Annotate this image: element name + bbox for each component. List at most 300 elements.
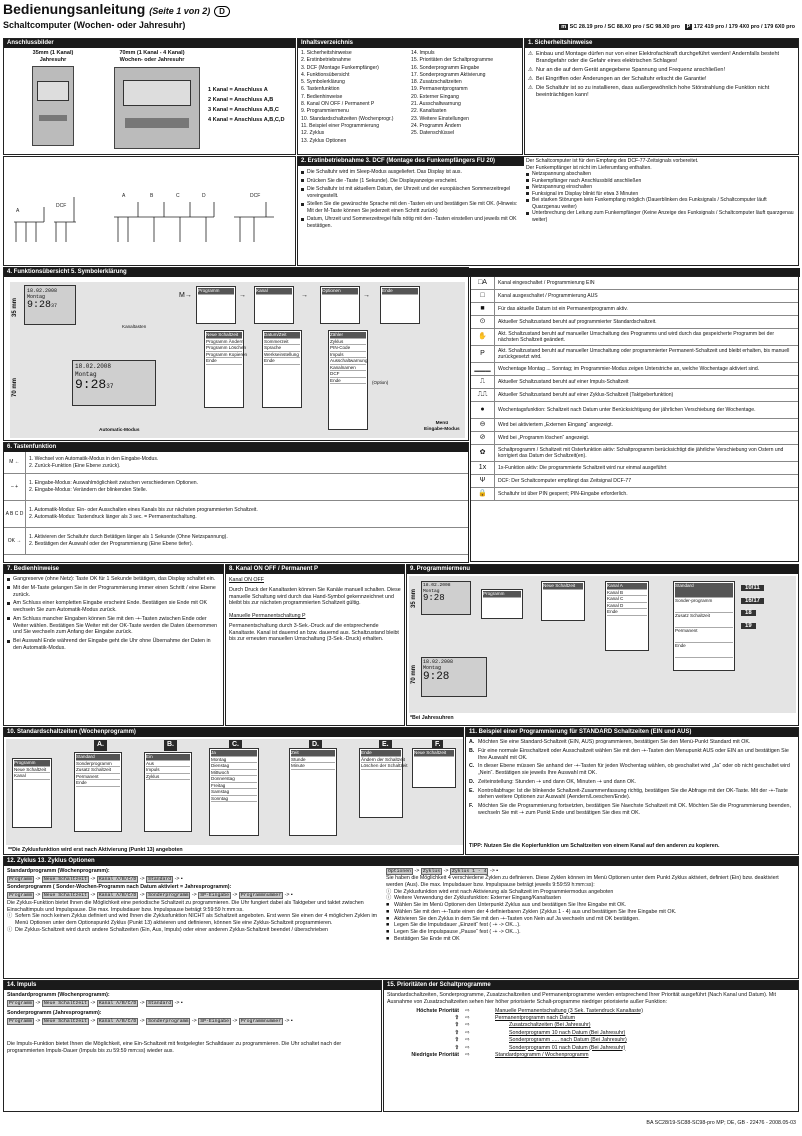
toc-item: 19. Permanentprogramm — [411, 86, 468, 93]
symbol-text: Aktueller Schaltzustand beruht auf programmierter Standardschaltzeit. — [498, 318, 657, 325]
toc-item: 16. Sonderprogramm Eingabe — [411, 64, 480, 71]
path-step: Programmnummer — [240, 1018, 282, 1024]
prio-arrow: ⇨ — [465, 1022, 470, 1029]
std-item: Standard — [76, 754, 120, 761]
symbol-row — [471, 475, 798, 488]
symbol-row — [471, 277, 798, 290]
info-icon: ⓘ — [7, 913, 13, 920]
std-item: Sonntag — [211, 796, 257, 803]
prio-arrow: ⇨ — [465, 1051, 470, 1058]
path-step: Sonderprogramm — [148, 1018, 189, 1024]
prio-list — [387, 1008, 795, 1060]
key-row — [4, 474, 468, 501]
impuls-std-path — [7, 1000, 378, 1007]
page-footer: BA SC28/19-SC88-SC98-pro MP; DE, GB - 22476 - 2008.05-03 — [646, 1120, 796, 1126]
zyklus-opt-text: Legen Sie die Impulspause „Pause“ fest ( -+ -> OK...). — [394, 929, 521, 936]
step-letter: F. — [432, 740, 443, 751]
zyklus-opt-item — [386, 929, 796, 936]
path-arrow: -> — [138, 999, 147, 1006]
submenu-item: Neue Schaltzeit — [206, 332, 242, 339]
symbol-icon: 1x — [471, 462, 495, 474]
col2-sub: Wochen- oder Jahresuhr — [119, 56, 185, 63]
zyklus-notes — [7, 913, 383, 933]
key-line: 1. Eingabe-Modus: Auswahlmöglichkeit zwischen verschiedenen Optionen. — [29, 480, 199, 487]
zyklus-son-label: Sonderprogramm ( Sonder-Wochen-Programm nach Datum aktiviert = Jahresprogramm): — [7, 883, 232, 890]
device-70mm-image — [114, 67, 200, 149]
svg-text:B: B — [150, 193, 154, 199]
beispiel-item — [469, 803, 795, 817]
models-b: 172 419 pro / 179 4X0 pro / 179 6X0 pro — [693, 24, 795, 30]
path-arrow: -> — [34, 875, 42, 882]
key-desc — [26, 455, 161, 470]
toc-item: 25. Datenschlüssel — [411, 130, 455, 137]
symbol-text: Akt. Schaltzustand beruht auf manueller Umschaltung oder programmierter Permanent-Schaltzeit und bleibt erhalten, bis manuell zurückgesetzt wird. — [498, 347, 790, 360]
key-line: 1. Automatik-Modus: Ein- oder Ausschalten eines Kanals bis zur nächsten programmierten Schaltzeit. — [29, 507, 258, 514]
kanalon-p2: Permanentschaltung durch 3-Sek.-Druck auf die entsprechende Kanaltaste. Kanal ist dauernd an bzw. dauernd aus. Schaltzustand bleibt bis zur erneuten manuellen Umschaltung (3-Sek.-Druck) erhalten. — [229, 622, 399, 643]
channel-2: 2 Kanal = Anschluss A,B — [208, 97, 274, 103]
prio-left: ⇧ — [454, 1044, 459, 1051]
pm-kanal-item: Kanal D — [607, 603, 647, 610]
pm-lcd-date: 18.02.2008 — [423, 583, 451, 588]
std-item: Ja — [211, 750, 257, 757]
prio-left: ⇧ — [454, 1014, 459, 1021]
path-step: Optionen — [388, 869, 412, 874]
std-item: Programm — [14, 760, 50, 767]
submenu-item: Kanalnamen — [330, 365, 366, 372]
bedien-header: 7. Bedienhinweise — [4, 565, 223, 574]
lcd-70mm — [72, 360, 156, 406]
safety-item — [528, 76, 796, 83]
kanalon-sub1: Kanal ON OFF — [229, 577, 265, 583]
symbol-text: Wochentagsfunktion: Schaltzeit nach Datum unter Berücksichtigung der jährlichen Verschiebung der Wochentage. — [498, 406, 756, 413]
warning-icon: ⚠ — [528, 76, 533, 83]
key-desc — [26, 479, 201, 494]
std-item: Aus — [146, 761, 190, 768]
warning-icon: ⚠ — [528, 67, 533, 74]
progmenu-header: 9. Programmiermenu — [407, 565, 798, 574]
symbol-row — [471, 376, 798, 389]
menu-optionen-title: Optionen — [322, 288, 358, 295]
pm-kanal-item: Kanal C — [607, 596, 647, 603]
toc-item: 18. Zusatzschaltzeiten — [411, 79, 462, 86]
path-step: Neue Schaltzeit — [43, 892, 88, 898]
inhalt-header: Inhaltsverzeichnis — [298, 39, 522, 48]
submenu-item: Ende — [264, 358, 300, 365]
key-row — [4, 501, 468, 528]
dcf-item: Funkempfänger nach Anschlussbild anschließen — [526, 178, 796, 185]
std-item: Ende — [76, 780, 120, 787]
prio-header: 15. Prioritäten der Schaltprogramme — [384, 981, 798, 990]
bullet-icon: ■ — [386, 922, 390, 929]
safety-text: Die Schaltuhr ist so zu installieren, dass außergewöhnlich hohe Störstrahlung die Funktion nicht beeinträchtigen kann! — [536, 85, 770, 99]
beispiel-list — [466, 737, 798, 821]
step-letter: A. — [94, 740, 107, 751]
bedien-list — [4, 574, 223, 656]
svg-text:A: A — [16, 208, 20, 214]
submenu-programm — [204, 330, 248, 408]
standard-section — [3, 727, 464, 855]
symbol-icon: ⎍ — [471, 376, 495, 388]
key-line: 1. Aktivieren der Schaltuhr durch Betätigen länger als 1 Sekunde (Ohne Netzspannung). — [29, 534, 228, 541]
lcd-date: 18.02.2008 — [27, 288, 58, 294]
path-arrow: -> ▪ — [283, 891, 293, 898]
svg-text:DCF: DCF — [250, 193, 261, 199]
kanalon-sub2: Manuelle Permanentschaltung P — [229, 613, 306, 620]
symbol-table — [470, 276, 799, 562]
impuls-son-path — [7, 1018, 378, 1025]
submenu-item: Impuls — [330, 352, 366, 359]
pm-lcd70-day: Montag — [423, 665, 442, 672]
beispiel-text: Kontrollabfrage: Ist die blinkende Schaltzeit-Zusammenfassung richtig, bestätigen Sie die Abfrage mit der OK-Taste. Mit der -+-Taste stehen weitere Optionen zur Auswahl (Aendern/Loeschen/Ende). — [478, 787, 788, 801]
path-arrow: -> — [442, 868, 450, 874]
warning-icon: ⚠ — [528, 51, 533, 57]
bullet-icon: ⓘ — [386, 895, 392, 902]
channel-list — [208, 85, 285, 125]
toc-item: 13. Zyklus Optionen — [301, 137, 347, 144]
path-arrow: -> — [34, 891, 42, 898]
pm-num-tag: 18 — [741, 610, 756, 616]
safety-item — [528, 85, 796, 99]
title-text: Bedienungsanleitung — [3, 1, 146, 17]
prio-text: Sonderprogramm ..... nach Datum (Bei Jahresuhr) — [509, 1037, 627, 1044]
symbol-text: Akt. Schaltzustand beruht auf manueller Umschaltung des Programms und wird durch das gespeicherte Programm bei der nächsten Schaltzeit geändert. — [498, 330, 775, 343]
bedien-item: Mit der M-Taste gelangen Sie in der Programmierung immer einen Schritt / eine Ebene zurück. — [7, 585, 220, 599]
submenu-item: Datum/Zeit — [264, 332, 300, 339]
prio-left: ⇧ — [454, 1029, 459, 1036]
page-subtitle: Schaltcomputer (Wochen- oder Jahresuhr) — [3, 20, 186, 30]
inhalt-col1 — [301, 50, 409, 145]
prio-text: Permanentprogramm nach Datum — [495, 1014, 576, 1021]
toc-item: 3. DCF (Montage Funkempfänger) — [301, 64, 379, 71]
pm-menu-neue — [541, 581, 585, 621]
submenu-item: Programm Löschen — [206, 345, 247, 350]
symbol-icon: Ψ — [471, 475, 495, 487]
prio-arrow: ⇨ — [465, 1044, 470, 1051]
funktion-section — [3, 267, 469, 441]
anschluss-header: Anschlussbilder — [4, 39, 295, 48]
submenu-item: Werkseinstellung — [264, 351, 299, 357]
col1-title: 35mm (1 Kanal) — [32, 50, 74, 56]
submenu-optionen — [328, 330, 368, 430]
prio-arrow: ⇨ — [465, 1037, 470, 1044]
pm-nums — [741, 585, 793, 635]
zyklus-opt-item — [386, 902, 796, 909]
safety-text: Nur an die auf dem Gerät angegebene Spannung und Frequenz anschließen! — [536, 67, 725, 74]
kanaltasten-label: Kanaltasten — [122, 324, 147, 329]
submenu-item: Sommerzeit — [264, 339, 300, 346]
symbol-text: Schaltuhr ist über PIN gesperrt; PIN-Eingabe erforderlich. — [498, 490, 628, 497]
safety-text: Bei Eingriffen oder Änderungen an der Schaltuhr erlischt die Garantie! — [536, 76, 707, 83]
prio-left: Niedrigste Priorität — [411, 1051, 459, 1058]
path-arrow: -> — [231, 891, 239, 898]
symbol-text: Kanal ausgeschaltet / Programmierung AUS — [498, 292, 598, 299]
tasten-header: 6. Tastenfunktion — [4, 443, 468, 452]
beispiel-text: Möchten Sie eine Standard-Schaltzeit (EIN, AUS) programmieren, bestätigen Sie den Menü-Punkt Standard mit OK. — [478, 739, 751, 745]
pm-std-item: Permanent — [675, 628, 733, 643]
pm-std-item: Sonder-programm — [675, 598, 733, 613]
prio-row — [387, 1022, 795, 1029]
sicherheit-list — [528, 51, 796, 101]
menu-programm-title: Programm — [198, 288, 234, 295]
symbol-icon: ■ — [471, 303, 495, 315]
key-line: 1. Wechsel von Automatik-Modus in den Eingabe-Modus. — [29, 455, 159, 462]
submenu-item: Zähler — [330, 332, 366, 339]
pm-neue-schaltzeit: Neue Schaltzeit — [543, 583, 583, 590]
bullet-icon: ⓘ — [386, 888, 392, 895]
kanalon-body — [226, 574, 404, 646]
terminal-diagram — [3, 156, 296, 266]
beispiel-letter: B. — [469, 747, 475, 754]
toc-item: 9. Programmiermenu — [301, 108, 349, 115]
symbol-icon: ⎍⎍ — [471, 389, 495, 401]
menu-optionen — [320, 286, 360, 324]
size-35-label: 35 mm — [12, 298, 18, 318]
path-arrow: -> ▪ — [488, 868, 499, 874]
pm-programm: Programm — [483, 591, 521, 598]
arrow-2: → — [301, 292, 308, 299]
inhalt-section — [297, 38, 523, 155]
beispiel-item — [469, 788, 795, 802]
pm-num — [741, 623, 793, 631]
symbol-text: Aktueller Schaltzustand beruht auf einer Zyklus-Schaltzeit (Taktgeberfunktion) — [498, 391, 674, 398]
zyklus-note — [7, 913, 383, 927]
step-letter: C. — [229, 740, 242, 751]
symbol-row — [471, 346, 798, 363]
key-line: 2. Bestätigen der Auswahl oder der Programmierung (Eine Ebene tiefer). — [29, 541, 193, 547]
pm-std-item: Standard — [675, 583, 733, 598]
submenu-item: Ende — [206, 358, 242, 365]
arrow-1: → — [239, 292, 246, 299]
channel-4: 4 Kanal = Anschluss A,B,C,D — [208, 117, 285, 123]
pm-kanal-item: Kanal A — [607, 583, 647, 590]
symbol-icon: 🔒 — [471, 488, 495, 500]
zyklus-opt-text: Bestätigen Sie Ende mit OK — [394, 936, 460, 943]
std-item: Ende — [361, 750, 401, 757]
std-note: **Die Zyklusfunktion wird erst nach Aktivierung (Punkt 13) angeboten — [8, 847, 183, 853]
path-arrow: -> — [34, 1017, 42, 1024]
pm-lcd-70 — [421, 657, 487, 697]
menu-ende-title: Ende — [382, 288, 418, 295]
bullet-icon: ■ — [386, 936, 390, 943]
bullet-icon: ■ — [386, 902, 390, 909]
toc-item: 15. Prioritäten der Schaltprogramme — [411, 57, 494, 64]
erst-header: 2. Erstinbetriebnahme 3. DCF (Montage des Funkempfängers FU 20) — [298, 157, 524, 166]
erst-item: Die Schaltuhr ist mit aktuellem Datum, der Uhrzeit und der europäischen Sommerzeitregel voreingestellt. — [301, 186, 523, 199]
toc-item: 20. Externer Eingang — [411, 93, 459, 100]
submenu-item: Ausschaltwarnung — [330, 358, 368, 363]
erst-item: Drücken Sie die -Taste (1 Sekunde). Die Displayanzeige erscheint. — [301, 178, 523, 185]
pm-lcd70-date: 18.02.2008 — [423, 659, 454, 665]
toc-item: 17. Sonderprogramm Aktivierung — [411, 71, 486, 78]
pm-num — [741, 610, 793, 618]
zyklus-opt-item — [386, 909, 796, 916]
pm-menu-standard — [673, 581, 735, 671]
path-arrow: -> — [190, 891, 199, 898]
menu-kanal-title: Kanal — [256, 288, 292, 295]
dcf-item: Netzspannung einschalten — [526, 184, 796, 191]
zyklus-right — [386, 868, 796, 943]
svg-text:DCF: DCF — [56, 203, 67, 209]
path-arrow: -> — [34, 999, 42, 1006]
pm-num-tag: 10/11 — [741, 585, 764, 591]
std-item: Sonderprogramm — [76, 761, 120, 768]
impuls-section — [3, 980, 382, 1112]
path-step: Standard — [148, 1000, 172, 1006]
prio-text: Sonderprogramm 01 nach Datum (Bei Jahresuhr) — [509, 1044, 626, 1051]
menu-kanal — [254, 286, 294, 324]
path-step: Programm — [9, 876, 33, 882]
erst-item: Die Schaltuhr wird im Sleep-Modus ausgeliefert. Das Display ist aus. — [301, 169, 523, 176]
std-item: Mittwoch — [211, 770, 257, 777]
prio-p: Standardschaltzeiten, Sonderprogramme, Zusatzschaltzeiten und Permanentprogramme werden entsprechend Ihrer Priorität ausgeführt (Nach Kanal und Datum). Mit Ausnahme von Zusatzschaltzeiten sehen hier höher priorisierte Schalt-programme niedriger priorisierte außer Funktion: — [387, 992, 776, 1005]
size-70-label: 70 mm — [12, 378, 18, 398]
safety-item — [528, 67, 796, 74]
path-arrow: -> — [89, 891, 97, 898]
kanalon-section — [225, 564, 405, 726]
toc-item: 5. Symbolerklärung — [301, 79, 345, 86]
col1-sub: Jahresuhr — [39, 56, 67, 63]
path-step: Neue Schaltzeit — [43, 1018, 88, 1024]
submenu-item: Programm Ändern — [206, 338, 244, 344]
toc-item: 24. Programm Ändern — [411, 122, 462, 129]
zyklus-header: 12. Zyklus 13. Zyklus Optionen — [4, 857, 798, 866]
dcf-intro — [526, 158, 796, 223]
std-item: Permanent — [76, 774, 120, 781]
key-icon: – + — [4, 474, 26, 500]
prio-row — [387, 1037, 795, 1044]
pm-num-tag: 16/17 — [741, 598, 764, 604]
beispiel-text: Für eine normale Einschaltzeit oder Ausschaltzeit wählen Sie mit den -+-Tasten den Menupunkt AUS oder EIN an und bestätigen Sie Ihre Auswahl mit OK. — [478, 747, 789, 761]
std-item: Ein — [146, 754, 190, 761]
path-step: Programm — [9, 1000, 33, 1006]
lang-badge: D — [214, 6, 230, 17]
path-arrow: -> — [138, 1017, 147, 1024]
toc-item: 1. Sicherheitshinweise — [301, 50, 352, 56]
key-line: 2. Eingabe-Modus: Verändern der blinkenden Stelle. — [29, 487, 148, 493]
zyklus-opt-text: Aktivieren Sie den Zyklus in dem Sie mit den -+-Tasten von Nein auf Ja wechseln und mit OK bestätigen. — [394, 915, 640, 922]
toc-item: 8. Kanal ON OFF / Permanent P — [301, 101, 375, 108]
path-step: Programm — [9, 892, 33, 898]
std-item: Montag — [211, 757, 257, 764]
zyklus-opt-item — [386, 922, 796, 929]
anschluss-col1 — [18, 50, 88, 64]
prio-row — [387, 1030, 795, 1037]
path-step: Kanal A/B/C/D — [98, 1000, 137, 1006]
path-arrow: -> ▪ — [283, 1017, 293, 1024]
toc-item: 7. Bedienhinweise — [301, 93, 343, 100]
std-col-f — [412, 748, 456, 788]
symbol-text: Schaltprogramm / Schaltzeit mit Osterfunktion aktiv: Schaltprogramm berücksichtigt die jährliche Verschiebung von Ostern und korrigiert das Datum der Schaltzeit(en). — [498, 446, 784, 459]
beispiel-item — [469, 763, 795, 777]
zyklus-son-path — [7, 892, 383, 899]
path-step: SP-Eingabe — [200, 892, 229, 898]
symbol-text: DCF: Der Schaltcomputer empfängt das Zeitsignal DCF-77 — [498, 477, 632, 484]
symbol-row — [471, 290, 798, 303]
symbol-icon: □ — [471, 290, 495, 302]
prio-arrow: ⇨ — [465, 1029, 470, 1036]
svg-text:A: A — [122, 193, 126, 199]
symbol-text: Für das aktuelle Datum ist ein Permanentprogramm aktiv. — [498, 305, 628, 312]
svg-text:C: C — [176, 193, 180, 199]
symbol-text: Wird bei aktiviertem „Externen Eingang“ angezeigt. — [498, 421, 613, 428]
toc-item: 23. Weitere Einstellungen — [411, 115, 469, 122]
std-item: Dienstag — [211, 763, 257, 770]
std-item: Donnerstag — [211, 776, 257, 783]
zyklus-note-text: Die Zyklus-Schaltzeit wird durch andere Schaltzeiten (Ein, Aus, Impuls) oder einer anderen Zyklus-Schaltzeit beendet / überschrieben — [15, 926, 328, 933]
zyklus-section — [3, 856, 799, 979]
device-35mm-image — [32, 66, 74, 146]
key-icon: M ← — [4, 452, 26, 473]
toc-item: 6. Tastenfunktion — [301, 86, 340, 93]
lcd-35mm — [24, 285, 76, 325]
std-col-a — [74, 752, 122, 832]
path-arrow: -> — [190, 1017, 199, 1024]
pm-kanal-item: Kanal B — [607, 590, 647, 597]
lcd70-time: 9:28 — [75, 377, 107, 392]
symbol-text: Wird bei „Programm löschen“ angezeigt. — [498, 434, 590, 441]
lcd70-date: 18.02.2008 — [75, 363, 112, 370]
symbol-icon: P — [471, 346, 495, 362]
pm-num — [741, 585, 793, 593]
zyklus-opt-p: Sie haben die Möglichkeit 4 verschiedene Zyklen zu definieren. Diese Zyklen können im Menü Optionen unter dem Punkt Zyklus aktiviert, definiert (Ein) bzw. deaktiviert werden (Aus). Die max. Impulsdauer bzw. Impulspause beträgt jeweils 9:59:59 h:mm:ss): — [386, 875, 779, 888]
submenu-zeit — [262, 330, 302, 408]
toc-item: 14. Impuls — [411, 50, 435, 56]
symbol-text: 1x-Funktion aktiv: Die programmierte Schaltzeit wird nur einmal ausgeführt — [498, 464, 667, 471]
symbol-row — [471, 432, 798, 445]
impuls-header: 14. Impuls — [4, 981, 381, 990]
path-arrow: -> — [413, 868, 421, 874]
progmenu-section — [406, 564, 799, 726]
path-arrow: -> — [138, 891, 147, 898]
zyklus-opt-text: Die Zyklusfunktion wird erst nach Aktivierung als Schaltzeit im Programmiermodus angeboten — [394, 888, 614, 895]
terminal-wiring-svg — [4, 157, 295, 265]
std-item: Löschen der Schaltzeit — [361, 763, 408, 768]
std-item: Neue Schaltzeit — [14, 767, 50, 774]
auto-mode-label: Automatic-Modus — [99, 428, 140, 433]
safety-text: Einbau und Montage dürfen nur von einer Elektrofachkraft durchgeführt werden! Andernfalls besteht Brandgefahr oder die Gefahr eines elektrischen Schlages! — [536, 51, 780, 65]
zyklus-opt-path — [386, 868, 796, 875]
menu-ende — [380, 286, 420, 324]
path-arrow: -> — [231, 1017, 239, 1024]
erst-item: Datum, Uhrzeit und Sommerzeitregel falls nötig mit den -Tasten einstellen und jeweils mit OK bestätigen. — [301, 216, 523, 229]
key-line: 2. Automatik-Modus: Tastendruck länger als 3 sec. = Permanentschaltung. — [29, 514, 197, 520]
path-step: Neue Schaltzeit — [43, 876, 88, 882]
warning-icon: ⚠ — [528, 85, 533, 92]
impuls-p: Die Impuls-Funktion bietet Ihnen die Möglichkeit, eine Ein-Schaltzeit mit festgelegter Schaltdauer zu programmieren. Die Uhr schaltet nach der programmierten Impuls-Dauer (Impuls bis zu 59:59 mm:ss) wieder aus. — [7, 1040, 342, 1054]
pm-num-tag: 19 — [741, 623, 756, 629]
pm-lcd-time: 9:28 — [423, 593, 445, 604]
zyklus-opt-text: Legen Sie die Impulsdauer „Einzeit“ fest ( -+ -> OK...). — [394, 922, 521, 929]
option-label: (Option) — [372, 380, 389, 385]
safety-item — [528, 51, 796, 65]
pm-lcd-day: Montag — [423, 588, 440, 594]
beispiel-letter: E. — [469, 787, 475, 794]
tasten-section — [3, 442, 469, 563]
std-item: Zyklus — [146, 774, 190, 781]
toc-item: 12. Zyklus — [301, 130, 325, 137]
prio-arrow: ⇨ — [465, 1007, 470, 1014]
prio-row — [387, 1015, 795, 1022]
funktion-header: 4. Funktionsübersicht 5. Symbolerklärung — [4, 268, 800, 277]
lcd70-sec: 37 — [106, 383, 114, 390]
impuls-son-label: Sonderprogramm (Jahresprogramm): — [7, 1009, 102, 1016]
symbol-icon: □A — [471, 277, 495, 289]
symbol-text: Aktueller Schaltzustand beruht auf einer Impuls-Schaltzeit — [498, 378, 629, 385]
step-letter: D. — [309, 740, 322, 751]
beispiel-text: Möchten Sie die Programmierung fortsetzten, bestätigen Sie Naechste Schaltzeit mit OK. Möchten Sie die Programmierung beenden, wechseln Sie mit -+ zum Punkt Ende und bestätigen Sie dies mit OK. — [478, 803, 791, 816]
key-desc — [26, 506, 261, 521]
symbol-icon: ● — [471, 402, 495, 418]
